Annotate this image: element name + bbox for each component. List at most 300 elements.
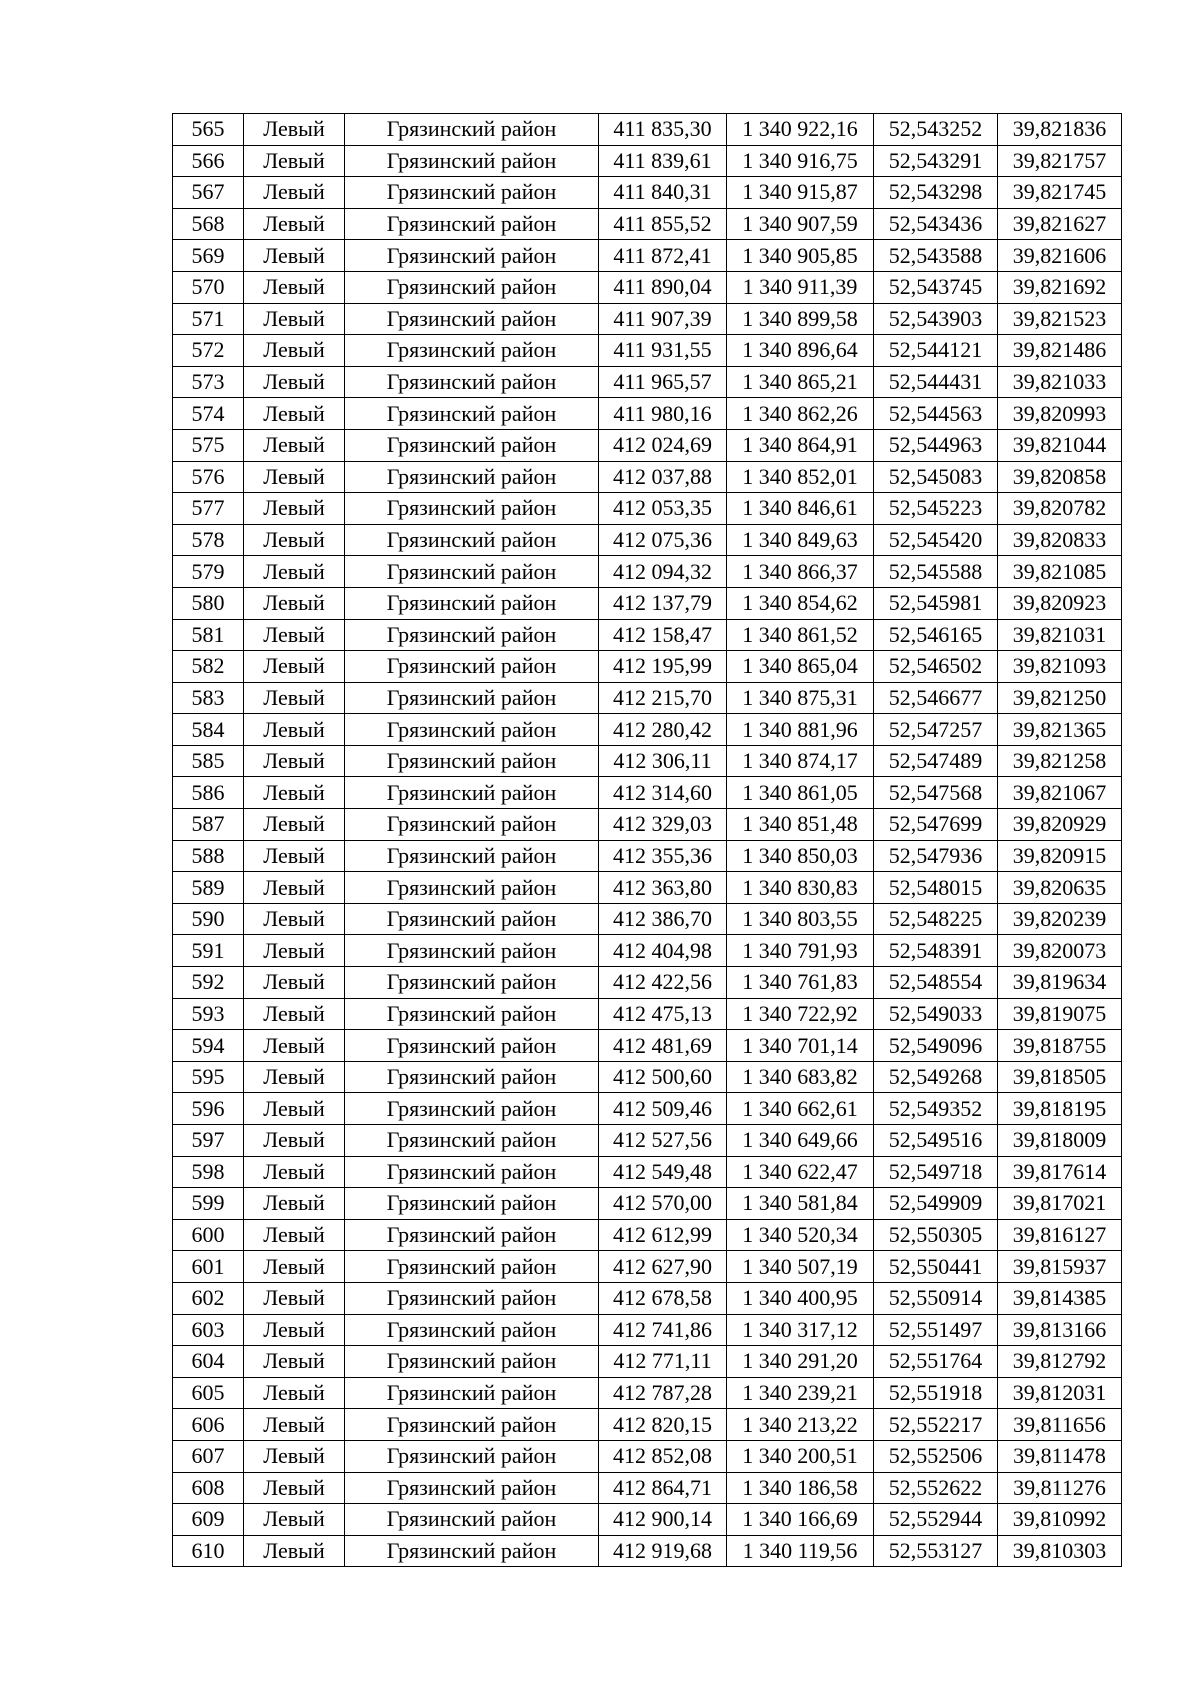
x-coordinate-cell: 412 787,28 [599,1377,727,1409]
point-number-cell: 570 [173,271,244,303]
district-cell: Грязинский район [345,1440,599,1472]
district-cell: Грязинский район [345,303,599,335]
longitude-cell: 39,819075 [998,998,1122,1030]
point-number-cell: 591 [173,935,244,967]
x-coordinate-cell: 412 481,69 [599,1030,727,1062]
y-coordinate-cell: 1 340 662,61 [727,1093,874,1125]
table-row [173,1346,1122,1378]
point-number-cell: 607 [173,1440,244,1472]
latitude-cell: 52,547699 [874,809,998,841]
latitude-cell: 52,549718 [874,1156,998,1188]
x-coordinate-cell: 412 280,42 [599,714,727,746]
table-row [173,872,1122,904]
district-cell: Грязинский район [345,240,599,272]
district-cell: Грязинский район [345,366,599,398]
table-row [173,556,1122,588]
latitude-cell: 52,548225 [874,903,998,935]
table-row [173,1314,1122,1346]
x-coordinate-cell: 412 314,60 [599,777,727,809]
point-number-cell: 597 [173,1125,244,1157]
side-cell: Левый [244,872,345,904]
y-coordinate-cell: 1 340 846,61 [727,493,874,525]
y-coordinate-cell: 1 340 761,83 [727,967,874,999]
longitude-cell: 39,813166 [998,1314,1122,1346]
longitude-cell: 39,821067 [998,777,1122,809]
y-coordinate-cell: 1 340 722,92 [727,998,874,1030]
table-row [173,1030,1122,1062]
longitude-cell: 39,821250 [998,682,1122,714]
district-cell: Грязинский район [345,1061,599,1093]
point-number-cell: 594 [173,1030,244,1062]
district-cell: Грязинский район [345,461,599,493]
point-number-cell: 583 [173,682,244,714]
latitude-cell: 52,543298 [874,177,998,209]
latitude-cell: 52,552944 [874,1504,998,1536]
district-cell: Грязинский район [345,1125,599,1157]
x-coordinate-cell: 412 053,35 [599,493,727,525]
district-cell: Грязинский район [345,1472,599,1504]
table-row [173,1061,1122,1093]
longitude-cell: 39,820929 [998,809,1122,841]
side-cell: Левый [244,1314,345,1346]
district-cell: Грязинский район [345,587,599,619]
longitude-cell: 39,821606 [998,240,1122,272]
point-number-cell: 569 [173,240,244,272]
y-coordinate-cell: 1 340 865,04 [727,651,874,683]
y-coordinate-cell: 1 340 200,51 [727,1440,874,1472]
latitude-cell: 52,552622 [874,1472,998,1504]
point-number-cell: 571 [173,303,244,335]
table-row [173,398,1122,430]
x-coordinate-cell: 411 931,55 [599,335,727,367]
district-cell: Грязинский район [345,998,599,1030]
side-cell: Левый [244,1282,345,1314]
latitude-cell: 52,543436 [874,208,998,240]
side-cell: Левый [244,145,345,177]
x-coordinate-cell: 412 215,70 [599,682,727,714]
point-number-cell: 606 [173,1409,244,1441]
y-coordinate-cell: 1 340 830,83 [727,872,874,904]
x-coordinate-cell: 412 864,71 [599,1472,727,1504]
latitude-cell: 52,549516 [874,1125,998,1157]
table-row [173,619,1122,651]
y-coordinate-cell: 1 340 622,47 [727,1156,874,1188]
latitude-cell: 52,549096 [874,1030,998,1062]
y-coordinate-cell: 1 340 520,34 [727,1219,874,1251]
district-cell: Грязинский район [345,809,599,841]
district-cell: Грязинский район [345,903,599,935]
x-coordinate-cell: 412 037,88 [599,461,727,493]
x-coordinate-cell: 412 475,13 [599,998,727,1030]
latitude-cell: 52,544963 [874,429,998,461]
latitude-cell: 52,546502 [874,651,998,683]
point-number-cell: 610 [173,1535,244,1567]
x-coordinate-cell: 412 404,98 [599,935,727,967]
x-coordinate-cell: 412 919,68 [599,1535,727,1567]
latitude-cell: 52,544563 [874,398,998,430]
x-coordinate-cell: 411 965,57 [599,366,727,398]
y-coordinate-cell: 1 340 862,26 [727,398,874,430]
side-cell: Левый [244,398,345,430]
y-coordinate-cell: 1 340 581,84 [727,1188,874,1220]
point-number-cell: 590 [173,903,244,935]
side-cell: Левый [244,1188,345,1220]
district-cell: Грязинский район [345,682,599,714]
table-row [173,1282,1122,1314]
x-coordinate-cell: 412 627,90 [599,1251,727,1283]
y-coordinate-cell: 1 340 400,95 [727,1282,874,1314]
point-number-cell: 565 [173,114,244,146]
latitude-cell: 52,552217 [874,1409,998,1441]
side-cell: Левый [244,1440,345,1472]
table-row [173,240,1122,272]
x-coordinate-cell: 412 612,99 [599,1219,727,1251]
point-number-cell: 587 [173,809,244,841]
longitude-cell: 39,815937 [998,1251,1122,1283]
side-cell: Левый [244,1251,345,1283]
longitude-cell: 39,821258 [998,745,1122,777]
district-cell: Грязинский район [345,651,599,683]
district-cell: Грязинский район [345,177,599,209]
x-coordinate-cell: 412 329,03 [599,809,727,841]
table-row [173,1125,1122,1157]
point-number-cell: 592 [173,967,244,999]
x-coordinate-cell: 411 835,30 [599,114,727,146]
longitude-cell: 39,821745 [998,177,1122,209]
longitude-cell: 39,818755 [998,1030,1122,1062]
latitude-cell: 52,552506 [874,1440,998,1472]
district-cell: Грязинский район [345,1504,599,1536]
y-coordinate-cell: 1 340 874,17 [727,745,874,777]
side-cell: Левый [244,1061,345,1093]
longitude-cell: 39,820239 [998,903,1122,935]
y-coordinate-cell: 1 340 849,63 [727,524,874,556]
district-cell: Грязинский район [345,1377,599,1409]
point-number-cell: 596 [173,1093,244,1125]
side-cell: Левый [244,177,345,209]
x-coordinate-cell: 411 907,39 [599,303,727,335]
latitude-cell: 52,544431 [874,366,998,398]
point-number-cell: 566 [173,145,244,177]
table-row [173,429,1122,461]
x-coordinate-cell: 412 363,80 [599,872,727,904]
y-coordinate-cell: 1 340 186,58 [727,1472,874,1504]
y-coordinate-cell: 1 340 317,12 [727,1314,874,1346]
point-number-cell: 602 [173,1282,244,1314]
table-row [173,1504,1122,1536]
y-coordinate-cell: 1 340 119,56 [727,1535,874,1567]
longitude-cell: 39,812031 [998,1377,1122,1409]
longitude-cell: 39,821523 [998,303,1122,335]
district-cell: Грязинский район [345,1251,599,1283]
district-cell: Грязинский район [345,493,599,525]
x-coordinate-cell: 411 840,31 [599,177,727,209]
point-number-cell: 579 [173,556,244,588]
point-number-cell: 600 [173,1219,244,1251]
x-coordinate-cell: 412 678,58 [599,1282,727,1314]
district-cell: Грязинский район [345,1156,599,1188]
x-coordinate-cell: 411 839,61 [599,145,727,177]
y-coordinate-cell: 1 340 683,82 [727,1061,874,1093]
side-cell: Левый [244,556,345,588]
table-row [173,1251,1122,1283]
district-cell: Грязинский район [345,840,599,872]
y-coordinate-cell: 1 340 851,48 [727,809,874,841]
side-cell: Левый [244,1346,345,1378]
district-cell: Грязинский район [345,714,599,746]
district-cell: Грязинский район [345,967,599,999]
x-coordinate-cell: 412 158,47 [599,619,727,651]
longitude-cell: 39,820915 [998,840,1122,872]
longitude-cell: 39,811276 [998,1472,1122,1504]
longitude-cell: 39,819634 [998,967,1122,999]
latitude-cell: 52,548554 [874,967,998,999]
table-row [173,335,1122,367]
point-number-cell: 603 [173,1314,244,1346]
x-coordinate-cell: 412 306,11 [599,745,727,777]
side-cell: Левый [244,1030,345,1062]
district-cell: Грязинский район [345,556,599,588]
side-cell: Левый [244,1535,345,1567]
x-coordinate-cell: 412 852,08 [599,1440,727,1472]
y-coordinate-cell: 1 340 864,91 [727,429,874,461]
x-coordinate-cell: 412 094,32 [599,556,727,588]
longitude-cell: 39,820635 [998,872,1122,904]
district-cell: Грязинский район [345,271,599,303]
point-number-cell: 605 [173,1377,244,1409]
longitude-cell: 39,810992 [998,1504,1122,1536]
district-cell: Грязинский район [345,429,599,461]
side-cell: Левый [244,587,345,619]
longitude-cell: 39,821486 [998,335,1122,367]
table-row [173,461,1122,493]
x-coordinate-cell: 412 355,36 [599,840,727,872]
x-coordinate-cell: 412 549,48 [599,1156,727,1188]
y-coordinate-cell: 1 340 803,55 [727,903,874,935]
latitude-cell: 52,543252 [874,114,998,146]
side-cell: Левый [244,114,345,146]
longitude-cell: 39,821836 [998,114,1122,146]
side-cell: Левый [244,335,345,367]
x-coordinate-cell: 412 386,70 [599,903,727,935]
latitude-cell: 52,551497 [874,1314,998,1346]
table-row [173,303,1122,335]
table-row [173,145,1122,177]
district-cell: Грязинский район [345,1219,599,1251]
point-number-cell: 574 [173,398,244,430]
longitude-cell: 39,818009 [998,1125,1122,1157]
x-coordinate-cell: 412 422,56 [599,967,727,999]
latitude-cell: 52,545083 [874,461,998,493]
longitude-cell: 39,821365 [998,714,1122,746]
x-coordinate-cell: 412 075,36 [599,524,727,556]
latitude-cell: 52,547257 [874,714,998,746]
district-cell: Грязинский район [345,1346,599,1378]
side-cell: Левый [244,303,345,335]
y-coordinate-cell: 1 340 865,21 [727,366,874,398]
table-row [173,840,1122,872]
side-cell: Левый [244,714,345,746]
table-row [173,208,1122,240]
side-cell: Левый [244,1377,345,1409]
latitude-cell: 52,550305 [874,1219,998,1251]
table-row [173,1472,1122,1504]
latitude-cell: 52,550441 [874,1251,998,1283]
latitude-cell: 52,546165 [874,619,998,651]
side-cell: Левый [244,208,345,240]
point-number-cell: 588 [173,840,244,872]
y-coordinate-cell: 1 340 907,59 [727,208,874,240]
table-row [173,682,1122,714]
latitude-cell: 52,549033 [874,998,998,1030]
side-cell: Левый [244,745,345,777]
x-coordinate-cell: 412 195,99 [599,651,727,683]
latitude-cell: 52,544121 [874,335,998,367]
point-number-cell: 585 [173,745,244,777]
x-coordinate-cell: 412 137,79 [599,587,727,619]
district-cell: Грязинский район [345,745,599,777]
longitude-cell: 39,817614 [998,1156,1122,1188]
point-number-cell: 567 [173,177,244,209]
point-number-cell: 568 [173,208,244,240]
point-number-cell: 578 [173,524,244,556]
table-row [173,1377,1122,1409]
longitude-cell: 39,820923 [998,587,1122,619]
side-cell: Левый [244,1125,345,1157]
side-cell: Левый [244,1219,345,1251]
table-row [173,271,1122,303]
point-number-cell: 584 [173,714,244,746]
point-number-cell: 573 [173,366,244,398]
x-coordinate-cell: 412 820,15 [599,1409,727,1441]
point-number-cell: 604 [173,1346,244,1378]
point-number-cell: 593 [173,998,244,1030]
table-row [173,651,1122,683]
longitude-cell: 39,820833 [998,524,1122,556]
longitude-cell: 39,812792 [998,1346,1122,1378]
side-cell: Левый [244,619,345,651]
point-number-cell: 582 [173,651,244,683]
district-cell: Грязинский район [345,398,599,430]
y-coordinate-cell: 1 340 905,85 [727,240,874,272]
longitude-cell: 39,820782 [998,493,1122,525]
latitude-cell: 52,547936 [874,840,998,872]
x-coordinate-cell: 411 872,41 [599,240,727,272]
district-cell: Грязинский район [345,777,599,809]
side-cell: Левый [244,461,345,493]
table-row [173,935,1122,967]
longitude-cell: 39,816127 [998,1219,1122,1251]
longitude-cell: 39,811478 [998,1440,1122,1472]
side-cell: Левый [244,524,345,556]
table-row [173,1219,1122,1251]
table-row [173,587,1122,619]
latitude-cell: 52,548391 [874,935,998,967]
y-coordinate-cell: 1 340 213,22 [727,1409,874,1441]
table-row [173,1535,1122,1567]
y-coordinate-cell: 1 340 881,96 [727,714,874,746]
latitude-cell: 52,549268 [874,1061,998,1093]
district-cell: Грязинский район [345,619,599,651]
y-coordinate-cell: 1 340 875,31 [727,682,874,714]
district-cell: Грязинский район [345,145,599,177]
y-coordinate-cell: 1 340 701,14 [727,1030,874,1062]
longitude-cell: 39,821757 [998,145,1122,177]
longitude-cell: 39,811656 [998,1409,1122,1441]
y-coordinate-cell: 1 340 854,62 [727,587,874,619]
table-row [173,177,1122,209]
y-coordinate-cell: 1 340 916,75 [727,145,874,177]
latitude-cell: 52,548015 [874,872,998,904]
x-coordinate-cell: 412 900,14 [599,1504,727,1536]
side-cell: Левый [244,809,345,841]
table-row [173,493,1122,525]
y-coordinate-cell: 1 340 291,20 [727,1346,874,1378]
latitude-cell: 52,547489 [874,745,998,777]
coordinates-table [172,113,1122,1567]
point-number-cell: 601 [173,1251,244,1283]
latitude-cell: 52,543291 [874,145,998,177]
x-coordinate-cell: 412 771,11 [599,1346,727,1378]
latitude-cell: 52,553127 [874,1535,998,1567]
side-cell: Левый [244,651,345,683]
y-coordinate-cell: 1 340 915,87 [727,177,874,209]
x-coordinate-cell: 411 980,16 [599,398,727,430]
side-cell: Левый [244,1504,345,1536]
table-row [173,1156,1122,1188]
side-cell: Левый [244,271,345,303]
table-row [173,745,1122,777]
point-number-cell: 609 [173,1504,244,1536]
district-cell: Грязинский район [345,872,599,904]
latitude-cell: 52,545588 [874,556,998,588]
longitude-cell: 39,821627 [998,208,1122,240]
side-cell: Левый [244,903,345,935]
latitude-cell: 52,549352 [874,1093,998,1125]
table-row [173,1093,1122,1125]
side-cell: Левый [244,777,345,809]
side-cell: Левый [244,366,345,398]
side-cell: Левый [244,967,345,999]
longitude-cell: 39,810303 [998,1535,1122,1567]
y-coordinate-cell: 1 340 896,64 [727,335,874,367]
latitude-cell: 52,546677 [874,682,998,714]
district-cell: Грязинский район [345,208,599,240]
district-cell: Грязинский район [345,1535,599,1567]
table-row [173,998,1122,1030]
table-row [173,114,1122,146]
latitude-cell: 52,545223 [874,493,998,525]
table-row [173,1409,1122,1441]
side-cell: Левый [244,1409,345,1441]
latitude-cell: 52,545420 [874,524,998,556]
district-cell: Грязинский район [345,935,599,967]
x-coordinate-cell: 412 024,69 [599,429,727,461]
latitude-cell: 52,545981 [874,587,998,619]
side-cell: Левый [244,240,345,272]
latitude-cell: 52,543745 [874,271,998,303]
point-number-cell: 577 [173,493,244,525]
longitude-cell: 39,818195 [998,1093,1122,1125]
side-cell: Левый [244,1093,345,1125]
district-cell: Грязинский район [345,114,599,146]
point-number-cell: 575 [173,429,244,461]
longitude-cell: 39,821033 [998,366,1122,398]
point-number-cell: 586 [173,777,244,809]
district-cell: Грязинский район [345,1314,599,1346]
y-coordinate-cell: 1 340 866,37 [727,556,874,588]
coordinates-table-body [173,114,1122,1567]
